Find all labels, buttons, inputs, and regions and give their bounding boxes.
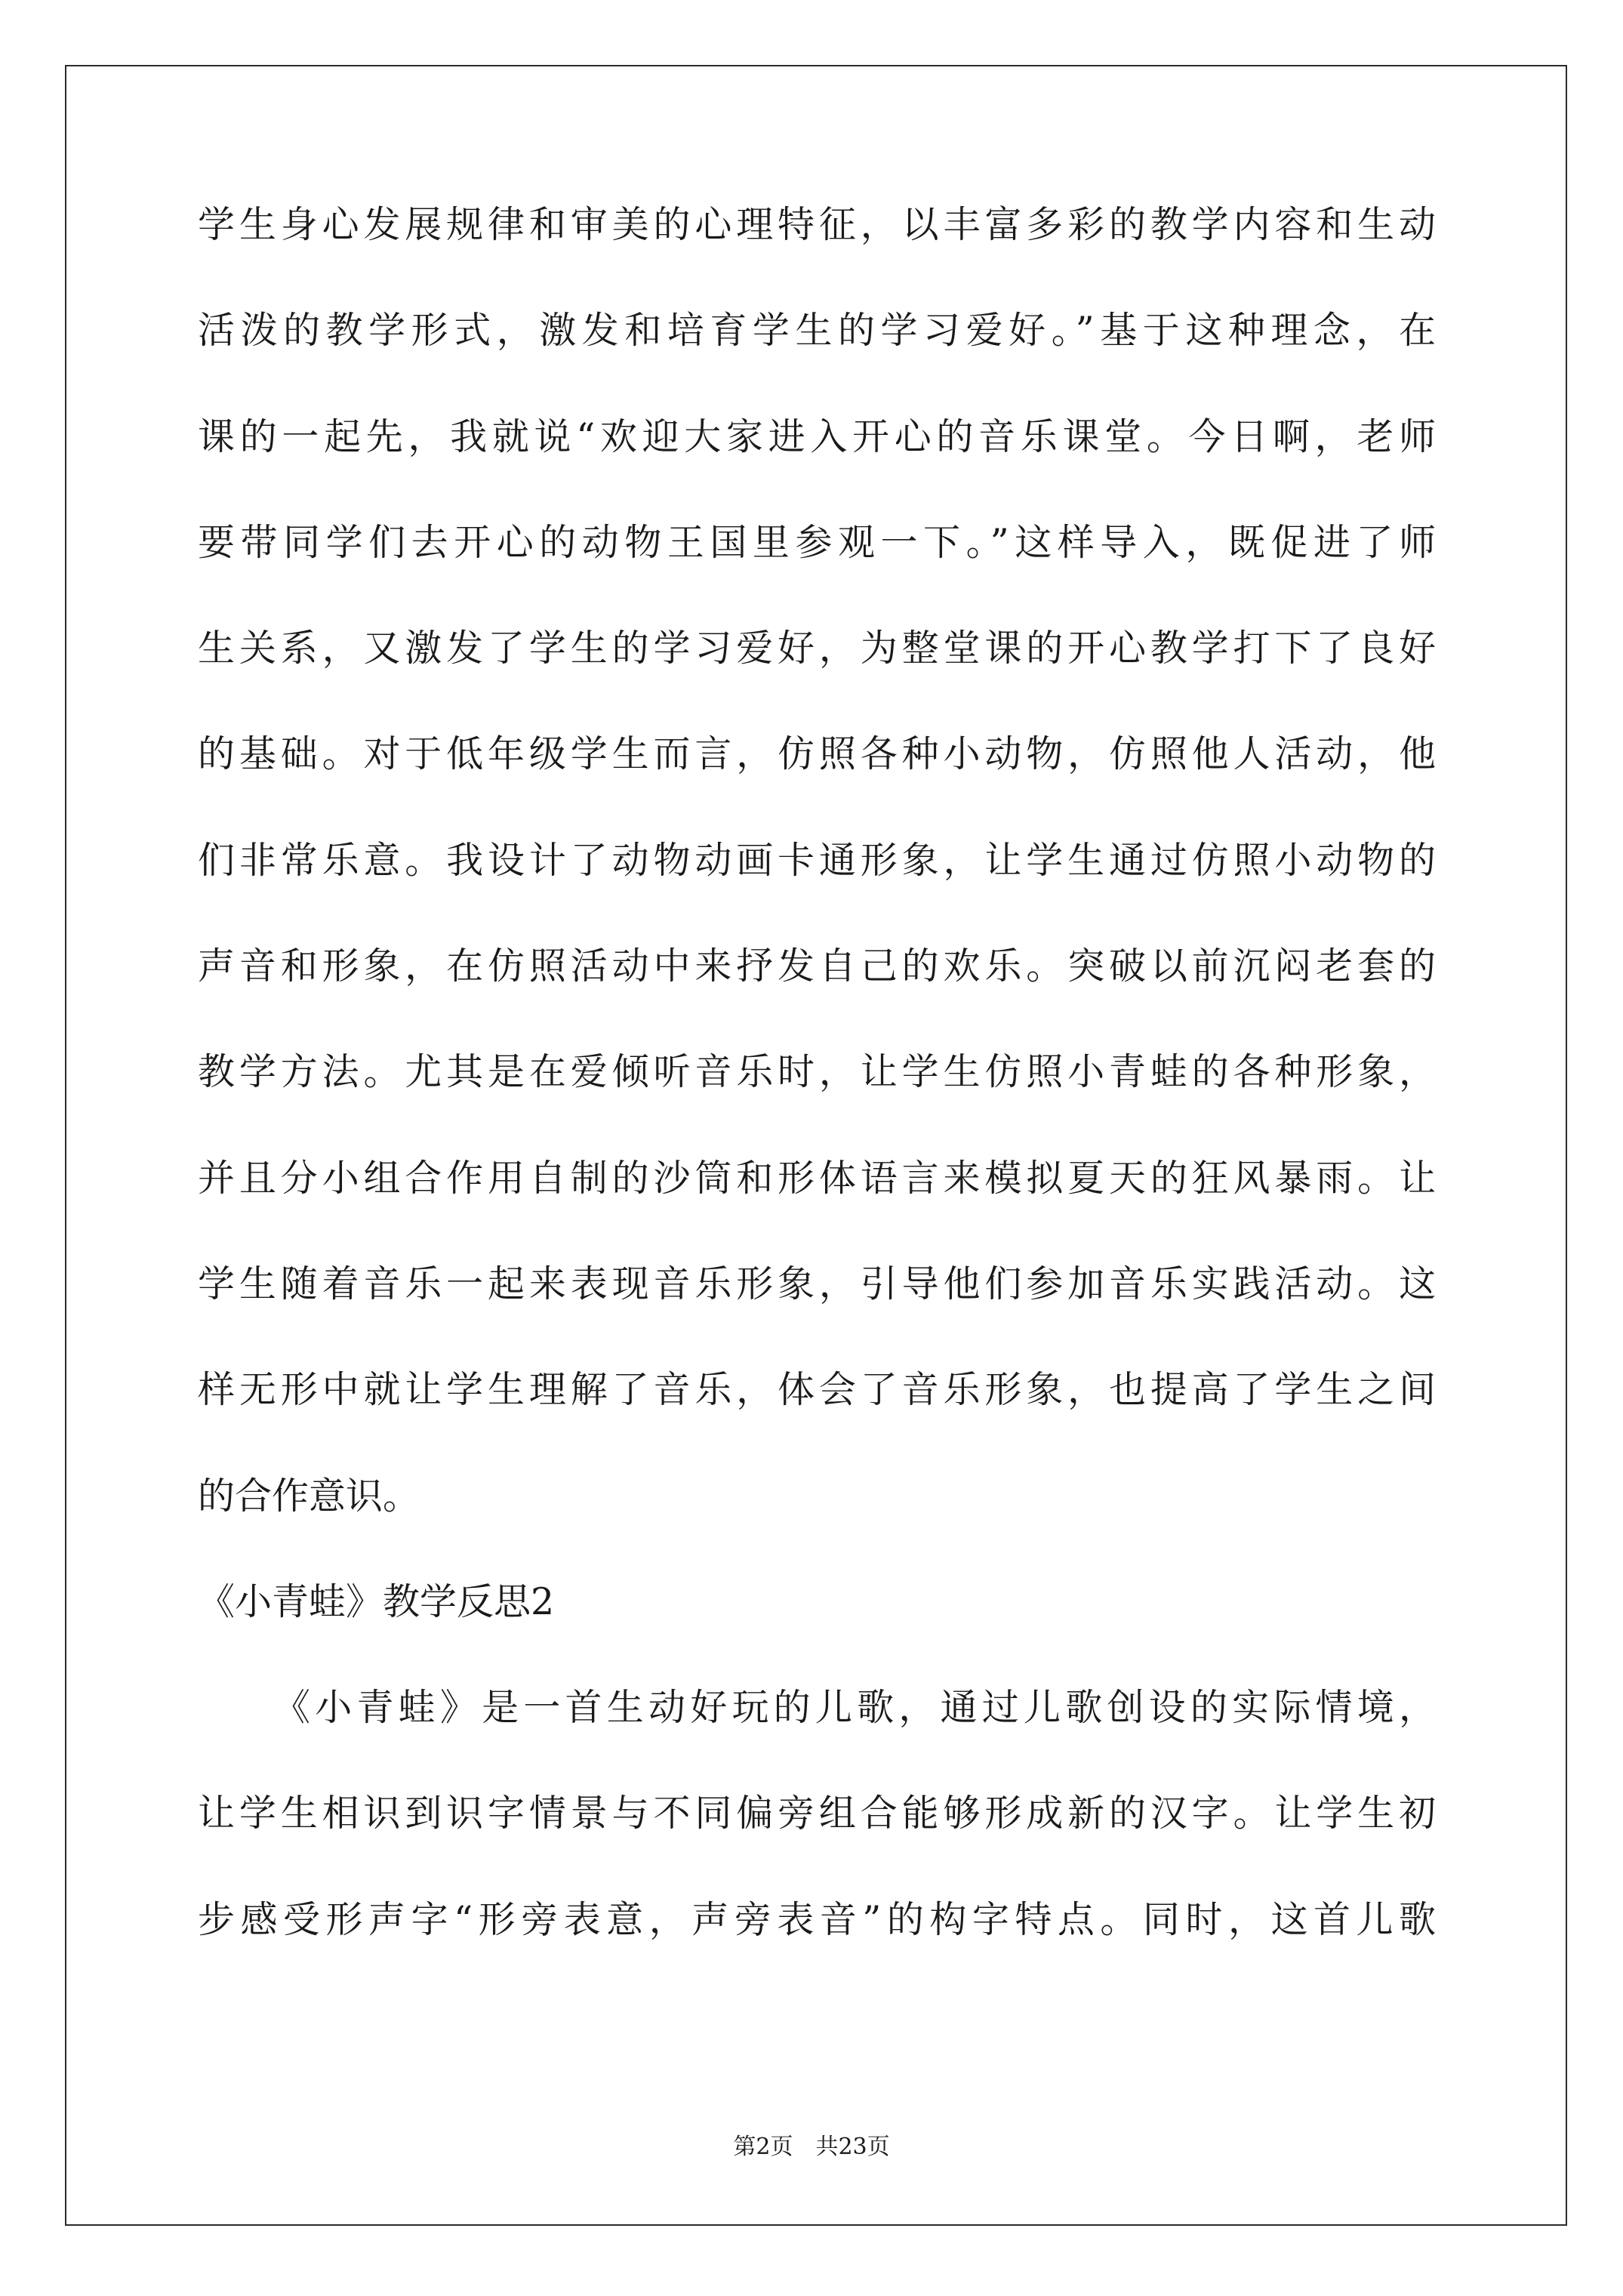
paragraph-line: 让学生相识到识字情景与不同偏旁组合能够形成新的汉字。让学生初 — [198, 1792, 1436, 1835]
paragraph-line: 活泼的教学形式，激发和培育学生的学习爱好。”基于这种理念，在 — [198, 309, 1436, 353]
paragraph-line: 并且分小组合作用自制的沙筒和形体语言来模拟夏天的狂风暴雨。让 — [198, 1156, 1436, 1200]
document-body — [198, 202, 1436, 2003]
paragraph-line: 要带同学们去开心的动物王国里参观一下。”这样导入，既促进了师 — [198, 520, 1436, 564]
paragraph-line: 学生身心发展规律和审美的心理特征，以丰富多彩的教学内容和生动 — [198, 203, 1436, 246]
page-footer — [0, 2128, 1623, 2161]
paragraph-line: 的基础。对于低年级学生而言，仿照各种小动物，仿照他人活动，他 — [198, 732, 1436, 776]
paragraph-line: 声音和形象，在仿照活动中来抒发自己的欢乐。突破以前沉闷老套的 — [198, 945, 1436, 988]
page-number: 第2页 — [733, 2134, 793, 2160]
paragraph-line: 学生随着音乐一起来表现音乐形象，引导他们参加音乐实践活动。这 — [198, 1262, 1436, 1305]
paragraph-line: 生关系，又激发了学生的学习爱好，为整堂课的开心教学打下了良好 — [198, 627, 1436, 670]
paragraph-line: 的合作意识。 — [198, 1474, 420, 1518]
paragraph-line: 步感受形声字“形旁表意，声旁表音”的构字特点。同时，这首儿歌 — [198, 1897, 1436, 1941]
paragraph-line: 课的一起先，我就说“欢迎大家进入开心的音乐课堂。今日啊，老师 — [198, 415, 1436, 458]
paragraph-line: 们非常乐意。我设计了动物动画卡通形象，让学生通过仿照小动物的 — [198, 838, 1436, 882]
total-pages: 共23页 — [815, 2134, 890, 2160]
paragraph-line: 样无形中就让学生理解了音乐，体会了音乐形象，也提高了学生之间 — [198, 1368, 1436, 1412]
section-heading: 《小青蛙》教学反思2 — [198, 1579, 555, 1623]
paragraph-line: 教学方法。尤其是在爱倾听音乐时，让学生仿照小青蛙的各种形象， — [198, 1050, 1436, 1094]
paragraph-line: 《小青蛙》是一首生动好玩的儿歌，通过儿歌创设的实际情境， — [273, 1686, 1436, 1730]
